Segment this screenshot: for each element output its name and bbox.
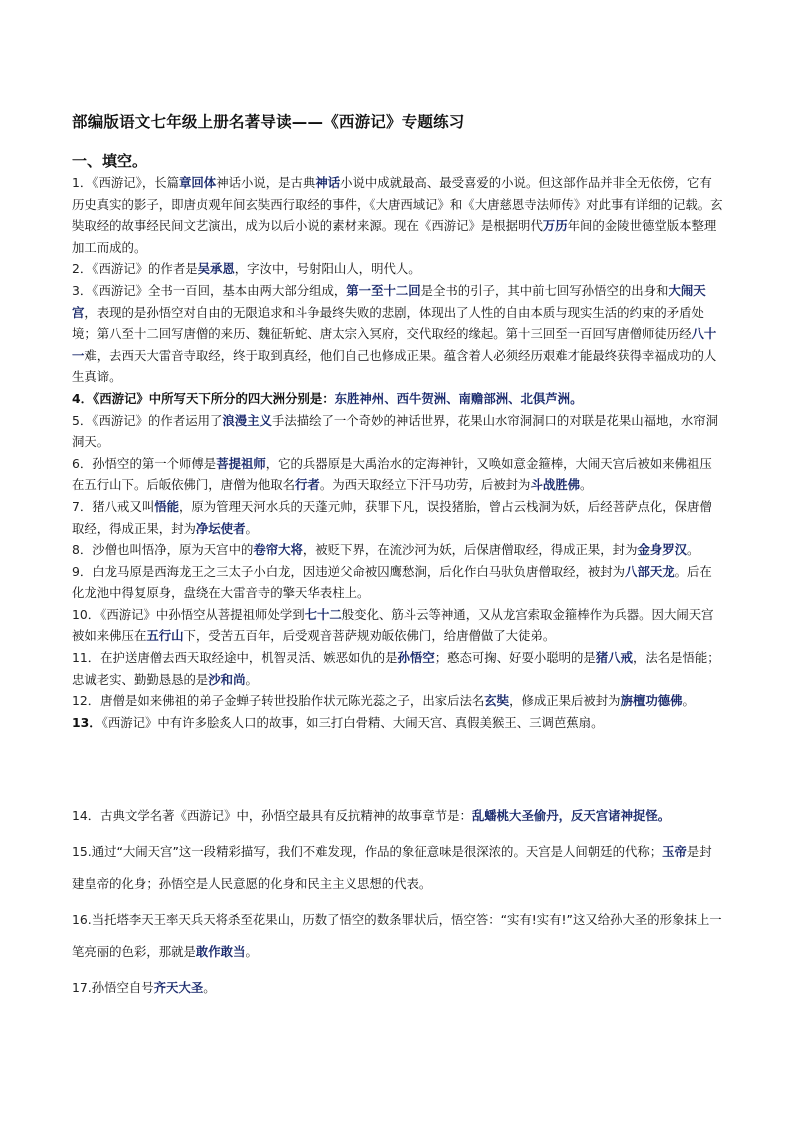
question-text: 《西游记》的作者是 <box>92 261 198 277</box>
answer-keyword: 五行山 <box>146 628 184 644</box>
answer-keyword: 第一至十二回 <box>346 282 421 298</box>
answer-keyword: 万历 <box>542 218 568 234</box>
question-number: 8． <box>72 542 93 558</box>
question-item <box>72 280 724 388</box>
question-text: ，表现的是孙悟空对自由的无限追求和斗争最终失败的悲剧，体现出了人性的自由本质与现实生活的约束的矛盾处境；第八至十二回写唐僧的来历、魏征斩蛇、唐太宗入冥府，交代取经的缘起。第十三回至一百回写唐僧师徒历经 <box>72 304 704 342</box>
question-item <box>72 539 724 561</box>
question-number: 15. <box>72 844 92 859</box>
question-item <box>72 604 724 647</box>
question-text: 。 <box>682 693 695 709</box>
question-item <box>72 712 724 734</box>
answer-keyword: 悟能 <box>154 498 180 514</box>
question-text: 通过“大闹天宫”这一段精彩描写，我们不难发现，作品的象征意味是很深浓的。天宫是人间朝廷的代称； <box>91 844 663 859</box>
question-item <box>72 410 724 453</box>
question-text: 神话小说，是古典 <box>216 175 316 190</box>
answer-keyword: 吴承恩 <box>197 261 235 277</box>
question-text: 。为西天取经立下汗马功劳，后被封为 <box>319 477 531 493</box>
question-number: 10． <box>72 606 101 622</box>
question-text: ，原为管理天河水兵的天蓬元帅，获罪下凡，误投猪胎，曾占云栈洞为妖，后经菩萨点化，保唐僧取经，得成正果，封为 <box>72 498 712 536</box>
answer-keyword: 金身罗汉 <box>637 542 688 558</box>
answer-keyword: 齐天大圣 <box>153 980 204 995</box>
question-text: 般变化、筋斗云等神通，又从龙宫索取金箍棒作为兵器。因大闹天宫被如来佛压在 <box>72 606 714 644</box>
question-text: 《西游记》中有许多脍炙人口的故事，如三打白骨精、大闹天宫、真假美猴王、三调芭蕉扇。 <box>101 714 604 730</box>
question-item <box>72 904 724 968</box>
question-text: 下，受苦五百年，后受观音菩萨规劝皈依佛门，给唐僧做了大徒弟。 <box>183 628 556 644</box>
answer-keyword: 神话 <box>315 175 341 190</box>
answer-keyword: 东胜神州、西牛贺洲、南赡部洲、北俱芦洲 <box>334 390 571 406</box>
question-item <box>72 972 724 1004</box>
question-text: 《西游记》中孙悟空从菩提祖师处学到 <box>100 606 305 622</box>
question-text: 是全书的引子，其中前七回写孙悟空的出身和 <box>420 282 669 298</box>
question-item <box>72 258 724 280</box>
answer-keyword: 斗战胜佛 <box>530 477 581 493</box>
question-text: 。后在化龙池中得复原身，盘绕在大雷音寺的擎天华表柱上。 <box>72 563 712 601</box>
answer-keyword: 卷帘大将 <box>253 542 303 558</box>
question-number: 1． <box>72 175 93 190</box>
question-number: 17. <box>72 980 92 995</box>
answer-keyword: 。 <box>570 390 583 406</box>
question-text: 《西游记》全书一百回，基本由两大部分组成， <box>92 282 347 298</box>
answer-keyword: 净坛使者 <box>195 520 246 536</box>
question-item <box>72 647 724 690</box>
question-text: 沙僧也叫悟净，原为天宫中的 <box>92 542 254 558</box>
question-number: 14． <box>72 808 101 823</box>
answer-keyword: 章回体 <box>179 175 217 190</box>
answer-keyword: 猪八戒 <box>595 650 633 666</box>
question-number: 5． <box>72 412 93 428</box>
answer-keyword: 《西游记》中所写天下所分的四大洲分别是： <box>93 390 335 406</box>
question-list-wide <box>72 800 724 1008</box>
answer-keyword: 孙悟空 <box>397 650 435 666</box>
question-text: 古典文学名著《西游记》中，孙悟空最具有反抗精神的故事章节是： <box>100 808 472 823</box>
question-number: 2． <box>72 261 93 277</box>
question-text: 。 <box>245 944 258 959</box>
answer-keyword: 旃檀功德佛 <box>620 693 683 709</box>
question-item <box>72 561 724 604</box>
answer-keyword: 沙和尚 <box>208 671 246 687</box>
answer-keyword: 菩提祖师 <box>216 455 266 471</box>
question-number: 12． <box>72 693 101 709</box>
question-list-compact <box>72 172 724 733</box>
question-text: 。 <box>245 671 258 687</box>
question-number: 7． <box>72 498 93 514</box>
question-item <box>72 836 724 900</box>
question-item <box>72 172 724 258</box>
answer-keyword: 行者 <box>295 477 320 493</box>
question-text: 《西游记》，长篇 <box>92 175 180 190</box>
question-text: 孙悟空自号 <box>91 980 154 995</box>
question-text: 手法描绘了一个奇妙的神话世界，花果山水帘洞洞口的对联是花果山福地，水帘洞洞天。 <box>72 412 719 450</box>
question-text: 。 <box>687 542 700 558</box>
answer-keyword: 八十一 <box>72 326 717 363</box>
answer-keyword: 乱蟠桃大圣偷丹，反天宫诸神捉怪 <box>471 808 658 823</box>
question-item <box>72 690 724 712</box>
question-item <box>72 453 724 496</box>
question-text: 。 <box>580 477 593 493</box>
document-title: 部编版语文七年级上册名著导读——《西游记》专题练习 <box>72 113 465 131</box>
answer-keyword: 敢作敢当 <box>195 944 246 959</box>
question-number: 3． <box>72 282 93 298</box>
section-heading: 一、填空。 <box>72 152 148 170</box>
question-text: 当托塔李天王率天兵天将杀至花果山，历数了悟空的数条罪状后，悟空答：“实有!实有!”这又给孙大圣的形象抹上一笔亮丽的色彩，那就是 <box>72 912 722 959</box>
answer-keyword: 玉帝 <box>662 844 687 859</box>
question-item <box>72 496 724 539</box>
question-text: 难，去西天大雷音寺取经，终于取到真经，他们自己也修成正果。蕴含着人必须经历艰难才能最终获得幸福成功的人生真谛。 <box>72 347 717 385</box>
question-text: ，法名是悟能；忠诚老实、勤勤恳恳的是 <box>72 650 720 687</box>
question-text: 孙悟空的第一个师傅是 <box>92 455 217 471</box>
question-number: 4． <box>72 390 94 406</box>
question-number: 9． <box>72 563 93 579</box>
answer-keyword: 。 <box>657 808 671 823</box>
answer-keyword: 大闹天宫 <box>72 282 706 320</box>
question-text: 猪八戒又叫 <box>92 498 155 514</box>
question-text: ，被贬下界，在流沙河为妖，后保唐僧取经，得成正果，封为 <box>302 542 638 558</box>
question-number: 16. <box>72 912 92 927</box>
question-text: ，修成正果后被封为 <box>509 693 621 709</box>
question-text: 。 <box>203 980 216 995</box>
question-text: 在护送唐僧去西天取经途中，机智灵活、嫉恶如仇的是 <box>100 650 398 666</box>
question-number: 6． <box>72 455 93 471</box>
question-text: 。 <box>245 520 258 536</box>
question-text: ，字汝中，号射阳山人，明代人。 <box>234 261 421 277</box>
answer-keyword: 八部天龙 <box>625 563 675 579</box>
question-text: 白龙马原是西海龙王之三太子小白龙，因违逆父命被囚鹰愁涧，后化作白马驮负唐僧取经，被封为 <box>92 563 626 579</box>
question-number: 13． <box>72 714 102 730</box>
question-text: ；憨态可掬、好耍小聪明的是 <box>434 650 596 666</box>
question-text: ，它的兵器原是大禹治水的定海神针，又唤如意金箍棒，大闹天宫后被如来佛祖压在五行山下。后皈依佛门，唐僧为他取名 <box>72 455 712 493</box>
question-text: 《西游记》的作者运用了 <box>92 412 223 428</box>
answer-keyword: 七十二 <box>304 606 342 622</box>
question-number: 11． <box>72 650 101 666</box>
question-text: 年间的金陵世德堂版本整理加工而成的。 <box>72 218 717 255</box>
answer-keyword: 玄奘 <box>484 693 510 709</box>
question-text: 唐僧是如来佛祖的弟子金蝉子转世投胎作状元陈光蕊之子，出家后法名 <box>100 693 485 709</box>
question-item <box>72 800 724 832</box>
question-text: 小说中成就最高、最受喜爱的小说。但这部作品并非全无依傍，它有历史真实的影子，即唐贞观年间玄奘西行取经的事件，《大唐西域记》和《大唐慈恩寺法师传》对此事有详细的记载。玄奘取经的故事经民间文艺演出，成为以后小说的素材来源。现在《西游记》是根据明代 <box>72 175 723 234</box>
question-item <box>72 388 724 410</box>
answer-keyword: 浪漫主义 <box>222 412 272 428</box>
question-text: 是封建皇帝的化身；孙悟空是人民意愿的化身和民主主义思想的代表。 <box>72 844 712 891</box>
